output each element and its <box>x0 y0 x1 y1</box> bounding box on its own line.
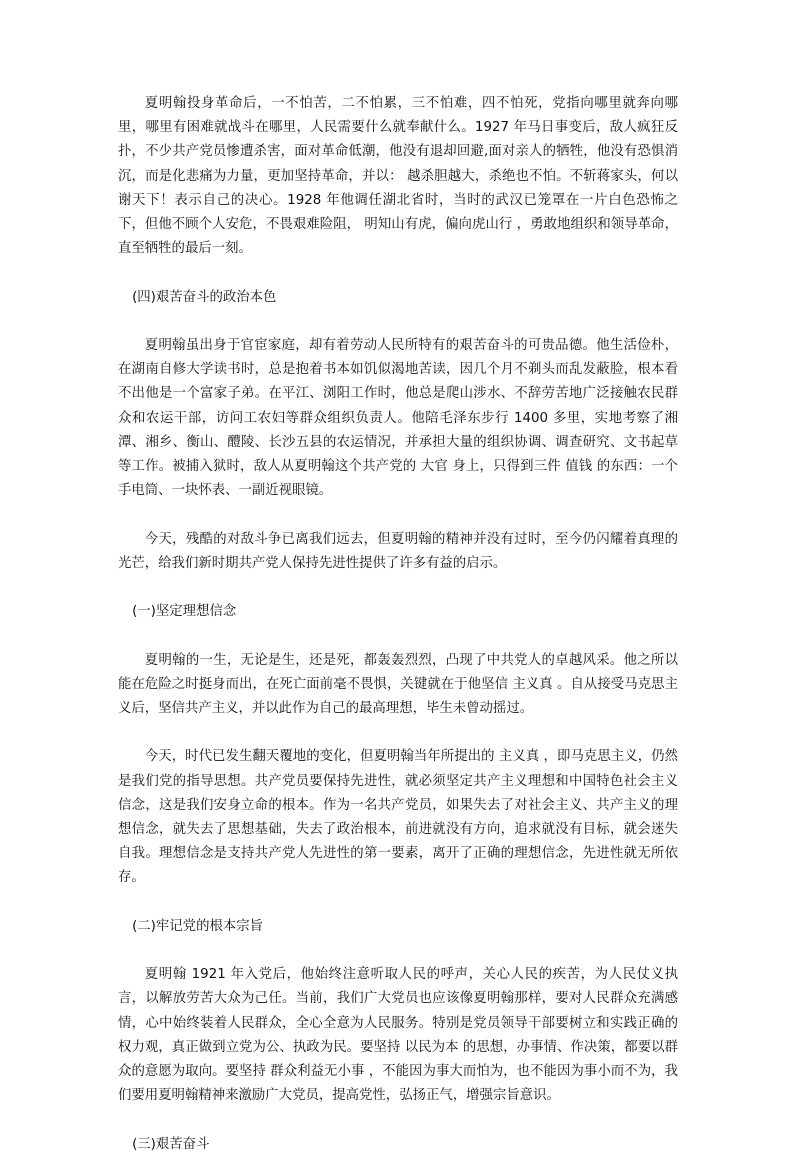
paragraph-gap <box>118 721 678 745</box>
paragraph-gap <box>118 261 678 285</box>
paragraph-guiding-thought: 今天，时代已发生翻天覆地的变化，但夏明翰当年所提出的 主义真 ，即马克思主义，仍然是我们党的指导思想。共产党员要保持先进性，就必须坚定共产主义理想和中国特色社会主义信念，这是我们安身立命的根本。作为一名共产党员，如果失去了对社会主义、共产主义的理想信念，就失去了思想基础，失去了政治根本，前进就没有方向，追求就没有目标，就会迷失自我。理想信念是支持共产党人先进性的第一要素，离开了正确的理想信念，先进性就无所依存。 <box>118 749 678 886</box>
paragraph-gap <box>118 939 678 963</box>
paragraph-gap <box>118 576 678 600</box>
section-heading-fundamental-purpose: (二)牢记党的根本宗旨 <box>132 918 264 934</box>
paragraph-frugal-life: 夏明翰虽出身于官宦家庭，却有着劳动人民所特有的艰苦奋斗的可贵品德。他生活俭朴，在湖南自修大学读书时，总是抱着书本如饥似渴地苦读，因几个月不剃头而乱发蔽脸，根本看不出他是一个富家子弟。在平江、浏阳工作时，他总是爬山涉水、不辞劳苦地广泛接触农民群众和农运干部，访问工农妇等群众组织负责人。他陪毛泽东步行 1400 多里，实地考察了湘潭、湘乡、衡山、醴陵、长沙五县的农运情况，并承担大量的组织协调、调查研究、文书起草等工作。被捕入狱时，敌人从夏明翰这个共产党的 大官 身上，只得到三件 值钱 的东西：一个手电筒、一块怀表、一副近视眼镜。 <box>118 338 678 499</box>
paragraph-gap <box>118 1108 678 1132</box>
paragraph-today-inspiration: 今天，残酷的对敌斗争已离我们远去，但夏明翰的精神并没有过时，至今仍闪耀着真理的光芒，给我们新时期共产党人保持先进性提供了许多有益的启示。 <box>118 531 678 571</box>
paragraph-gap <box>118 503 678 527</box>
paragraph-lifetime-belief: 夏明翰的一生，无论是生，还是死，都轰轰烈烈，凸现了中共党人的卓越风采。他之所以能在危险之时挺身而出，在死亡面前毫不畏惧，关键就在于他坚信 主义真 。自从接受马克思主义后，坚信共产主义，并以此作为自己的最高理想，毕生未曾动摇过。 <box>118 652 678 716</box>
paragraph-gap <box>118 624 678 648</box>
section-heading-firm-ideals: (一)坚定理想信念 <box>132 604 237 620</box>
paragraph-serve-people: 夏明翰 1921 年入党后，他始终注意听取人民的呼声，关心人民的疾苦，为人民仗义执言，以解放劳苦大众为己任。当前，我们广大党员也应该像夏明翰那样，要对人民群众充满感情，心中始终装着人民群众，全心全意为人民服务。特别是党员领导干部要树立和实践正确的权力观，真正做到立党为公、执政为民。要坚持 以民为本 的思想，办事情、作决策，都要以群众的意愿为取向。要坚持 群众利益无小事 ，不能因为事大而怕为，也不能因为事小而不为，我们要用夏明翰精神来激励广大党员，提高党性，弘扬正气，增强宗旨意识。 <box>118 967 678 1104</box>
paragraph-gap <box>118 310 678 334</box>
section-heading-hard-work-political-nature: (四)艰苦奋斗的政治本色 <box>132 289 277 305</box>
section-heading-hard-struggle: (三)艰苦奋斗 <box>132 1136 210 1152</box>
paragraph-revolution-dedication: 夏明翰投身革命后，一不怕苦，二不怕累，三不怕难，四不怕死，党指向哪里就奔向哪里，哪里有困难就战斗在哪里，人民需要什么就奉献什么。1927 年马日事变后，敌人疯狂反扑，不少共产党员惨遭杀害，面对革命低潮，他没有退却回避,面对亲人的牺牲，他没有恐惧消沉，而是化悲痛为力量，更加坚持革命，并以： 越杀胆越大，杀绝也不怕。不斩蒋家头，何以谢天下！表示自己的决心。1928 年他调任湖北省时，当时的武汉已笼罩在一片白色恐怖之下，但他不顾个人安危，不畏艰难险阻， 明知山有虎，偏向虎山行 ，勇敢地组织和领导革命，直至牺牲的最后一刻。 <box>118 96 678 257</box>
paragraph-gap <box>118 891 678 915</box>
document-body <box>118 92 678 1157</box>
